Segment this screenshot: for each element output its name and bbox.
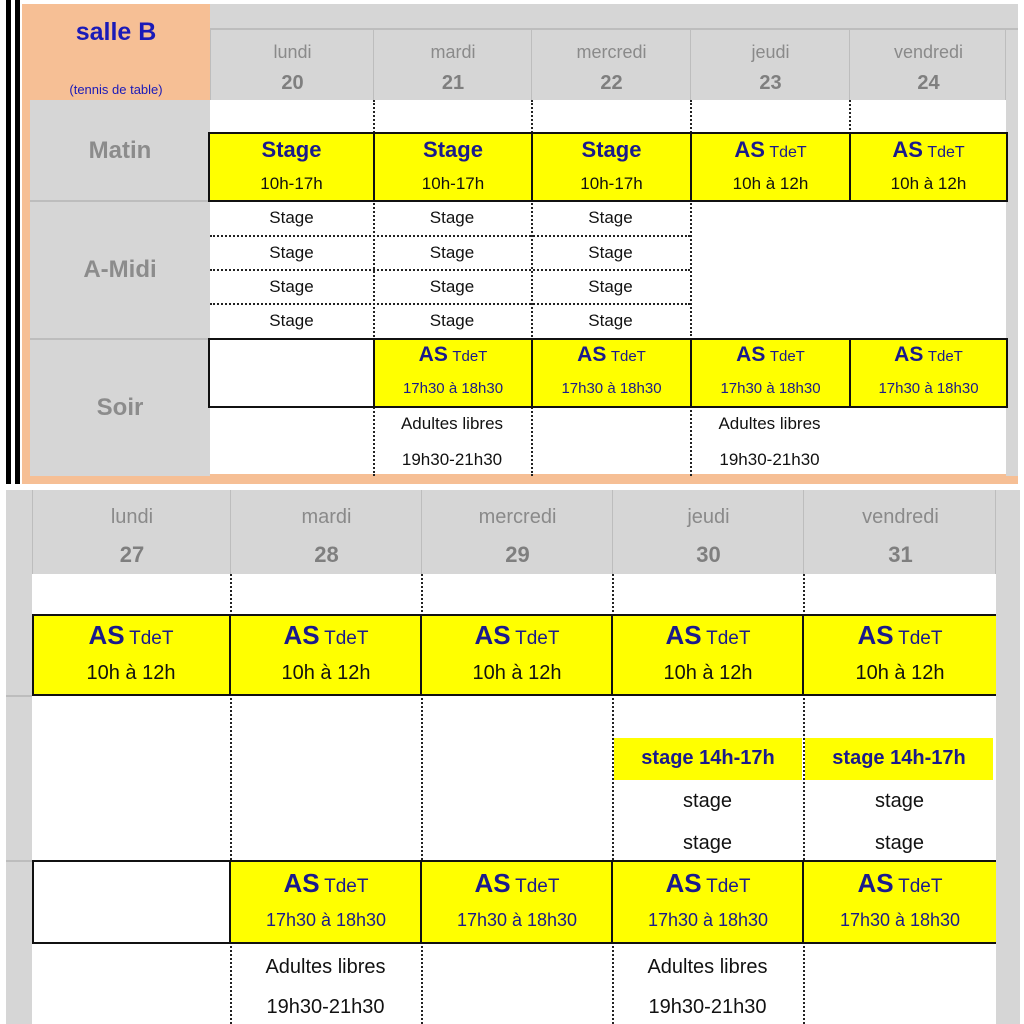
stage-pm-title: stage 14h-17h: [641, 747, 775, 769]
stage-pm-jeudi: [614, 738, 802, 780]
period-divider: [30, 338, 210, 340]
as-text: AS: [665, 868, 702, 898]
tdet-text: TdeT: [452, 348, 488, 365]
soir-cell-vendredi: [804, 862, 996, 942]
day-number: 20: [281, 72, 304, 94]
day-name: vendredi: [893, 42, 964, 62]
edge-divider: [6, 695, 32, 697]
day-header-vendredi-31: [803, 490, 996, 574]
event-as-label: [422, 620, 612, 651]
day-name: vendredi: [862, 506, 939, 528]
row-separator: [210, 303, 690, 305]
day-number: 28: [314, 542, 339, 567]
matin-cell-mercredi: [531, 134, 690, 200]
day-number: 21: [441, 72, 465, 94]
event-title: Stage: [261, 137, 322, 162]
amidi-stage: Stage: [588, 311, 633, 330]
tdet-text: TdeT: [927, 348, 963, 365]
adultes-time: 19h30-21h30: [719, 450, 820, 469]
tdet-text: TdeT: [898, 876, 943, 897]
adultes-time: 19h30-21h30: [266, 996, 385, 1018]
adultes-label: Adultes libres: [718, 414, 821, 433]
matin-cell-lundi: [32, 616, 230, 694]
matin-cell-lundi: [210, 134, 373, 200]
amidi-stage: Stage: [429, 311, 475, 330]
event-time: 17h30 à 18h30: [839, 910, 961, 930]
event-as-label: [375, 343, 531, 367]
stage-line: stage: [683, 790, 732, 812]
day-number: 30: [696, 542, 721, 567]
stage-line: stage: [875, 832, 924, 854]
event-time: 17h30 à 18h30: [265, 910, 387, 930]
as-text: AS: [577, 343, 607, 366]
soir-cell-mardi: [375, 340, 531, 406]
event-as-label: [851, 343, 1006, 367]
event-as-label: [692, 137, 849, 163]
matin-cell-vendredi: [849, 134, 1006, 200]
as-text: AS: [894, 343, 924, 366]
event-as-label: [613, 620, 803, 651]
event-time: 10h à 12h: [472, 662, 562, 684]
event-time: 10h à 12h: [890, 174, 967, 193]
day-name: lundi: [273, 42, 312, 62]
stage-line: stage: [683, 832, 732, 854]
event-as-label: [613, 868, 803, 899]
soir-cell-jeudi: [692, 340, 849, 406]
tdet-text: TdeT: [610, 348, 646, 365]
event-as-label: [32, 620, 230, 651]
day-number: 22: [600, 72, 623, 94]
event-time: 10h-17h: [260, 174, 323, 193]
tdet-text: TdeT: [515, 628, 560, 649]
event-as-label: [231, 868, 421, 899]
soir-cell-mardi: [231, 862, 421, 942]
event-time: 17h30 à 18h30: [647, 910, 769, 930]
soir-cell-mercredi: [533, 340, 690, 406]
event-time: 10h-17h: [580, 174, 643, 193]
amidi-stage: Stage: [429, 277, 475, 296]
day-header-jeudi-23: [690, 30, 849, 100]
event-time: 17h30 à 18h30: [402, 380, 504, 397]
tdet-text: TdeT: [706, 876, 751, 897]
salle-title: salle B: [75, 18, 157, 46]
tdet-text: TdeT: [769, 144, 807, 161]
salle-header: [22, 4, 210, 100]
day-number: 29: [505, 542, 530, 567]
event-as-label: [851, 137, 1006, 163]
period-divider: [30, 200, 210, 202]
period-soir: Soir: [96, 394, 144, 421]
amidi-stage: Stage: [269, 277, 314, 296]
matin-cell-mercredi: [422, 616, 612, 694]
amidi-stage: Stage: [269, 243, 314, 262]
amidi-stage: Stage: [429, 243, 475, 262]
as-text: AS: [892, 137, 923, 162]
edge-divider: [6, 860, 32, 862]
as-text: AS: [734, 137, 765, 162]
row-separator: [210, 235, 690, 237]
day-header-mardi-21: [373, 30, 531, 100]
left-border-bar: [15, 0, 20, 484]
adultes-label: Adultes libres: [400, 414, 504, 433]
event-time: 17h30 à 18h30: [720, 380, 821, 397]
adultes-label: Adultes libres: [265, 956, 386, 978]
right-edge: [996, 574, 1020, 1024]
day-header-jeudi-30: [612, 490, 803, 574]
adultes-time: 19h30-21h30: [401, 450, 503, 469]
event-as-label: [804, 620, 996, 651]
salle-subtitle: (tennis de table): [69, 82, 163, 97]
tdet-text: TdeT: [324, 876, 369, 897]
as-text: AS: [665, 620, 702, 650]
as-text: AS: [736, 343, 766, 366]
event-time: 17h30 à 18h30: [561, 380, 662, 397]
day-name: mercredi: [576, 42, 647, 62]
tdet-text: TdeT: [898, 628, 943, 649]
amidi-stage: Stage: [588, 243, 633, 262]
soir-cell-mercredi: [422, 862, 612, 942]
day-name: mardi: [430, 42, 476, 62]
day-header-mardi-28: [230, 490, 421, 574]
day-number: 31: [888, 542, 913, 567]
event-time: 10h à 12h: [855, 662, 945, 684]
tdet-text: TdeT: [927, 144, 965, 161]
matin-cell-mardi: [373, 134, 531, 200]
column-separator: [849, 100, 851, 134]
event-time: 10h à 12h: [663, 662, 753, 684]
as-text: AS: [474, 620, 511, 650]
tdet-text: TdeT: [706, 628, 751, 649]
bottom-schedule-panel: [0, 490, 1024, 1024]
matin-cell-jeudi: [690, 134, 849, 200]
period-matin: Matin: [88, 137, 152, 164]
event-title: Stage: [423, 137, 483, 162]
soir-cell-jeudi: [613, 862, 803, 942]
event-as-label: [422, 868, 612, 899]
day-header-lundi-20: [210, 30, 373, 100]
event-time: 17h30 à 18h30: [456, 910, 578, 930]
day-number: 23: [759, 72, 782, 94]
tdet-text: TdeT: [515, 876, 560, 897]
tdet-text: TdeT: [324, 628, 369, 649]
day-header-mercredi-22: [531, 30, 690, 100]
as-text: AS: [283, 868, 320, 898]
day-name: mardi: [301, 506, 352, 528]
top-schedule-panel: [0, 0, 1024, 484]
as-text: AS: [857, 868, 894, 898]
day-name: jeudi: [687, 506, 730, 528]
salle-frame-left: [22, 100, 30, 476]
matin-cell-jeudi: [613, 616, 803, 694]
soir-cell-vendredi: [851, 340, 1006, 406]
row-separator: [210, 269, 690, 271]
amidi-stage: Stage: [269, 311, 314, 330]
tdet-text: TdeT: [129, 628, 174, 649]
event-as-label: [804, 868, 996, 899]
day-header-mercredi-29: [421, 490, 612, 574]
event-as-label: [231, 620, 421, 651]
as-text: AS: [418, 343, 448, 366]
event-as-label: [533, 343, 690, 367]
event-time: 10h à 12h: [86, 662, 176, 684]
event-time: 17h30 à 18h30: [878, 380, 979, 397]
period-amidi: A-Midi: [83, 256, 157, 283]
event-time: 10h-17h: [421, 174, 485, 193]
stage-pm-title: stage 14h-17h: [832, 747, 966, 769]
day-number: 24: [917, 72, 940, 94]
day-name: lundi: [110, 506, 154, 528]
event-as-label: [692, 343, 849, 367]
left-edge: [6, 574, 32, 1024]
stage-line: stage: [875, 790, 924, 812]
tdet-text: TdeT: [769, 348, 805, 365]
day-header-lundi-27: [32, 490, 230, 574]
day-name: mercredi: [478, 506, 557, 528]
day-name: jeudi: [751, 42, 790, 62]
event-title: Stage: [581, 137, 642, 162]
amidi-stage: Stage: [269, 208, 314, 227]
amidi-stage: Stage: [588, 208, 633, 227]
as-text: AS: [474, 868, 511, 898]
as-text: AS: [88, 620, 125, 650]
day-number: 27: [119, 542, 145, 567]
day-header-vendredi-24: [849, 30, 1006, 100]
stage-pm-vendredi: [805, 738, 993, 780]
amidi-stage: Stage: [429, 208, 475, 227]
matin-cell-mardi: [231, 616, 421, 694]
amidi-stage: Stage: [588, 277, 633, 296]
matin-cell-vendredi: [804, 616, 996, 694]
event-time: 10h à 12h: [732, 174, 809, 193]
adultes-label: Adultes libres: [647, 956, 768, 978]
event-time: 10h à 12h: [281, 662, 371, 684]
left-border-bar: [6, 0, 11, 484]
as-text: AS: [283, 620, 320, 650]
adultes-time: 19h30-21h30: [648, 996, 767, 1018]
as-text: AS: [857, 620, 894, 650]
